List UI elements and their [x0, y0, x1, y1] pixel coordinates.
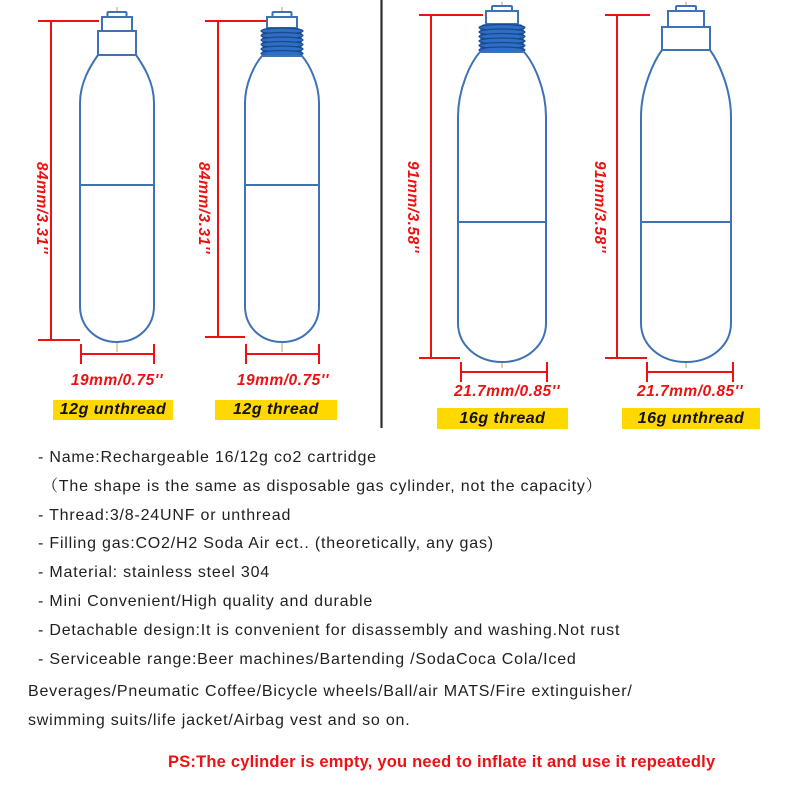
cap-collar	[98, 31, 136, 55]
ps-note: PS:The cylinder is empty, you need to inflate it and use it repeatedly	[168, 753, 716, 771]
height-label-12g-unthread: 84mm/3.31''	[33, 161, 50, 255]
thread-ridges	[261, 28, 303, 57]
description-line: - Filling gas:CO2/H2 Soda Air ect.. (theoretically, any gas)	[38, 535, 494, 553]
description-line: - Name:Rechargeable 16/12g co2 cartridge	[38, 449, 377, 466]
diameter-label-12g-unthread: 19mm/0.75''	[70, 372, 164, 389]
bottle-body	[458, 52, 546, 362]
diameter-label-16g-thread: 21.7mm/0.85''	[453, 383, 561, 400]
description-line: Beverages/Pneumatic Coffee/Bicycle wheels/Ball/air MATS/Fire extinguisher/	[28, 683, 633, 701]
cap-collar	[662, 27, 710, 50]
bottle-body	[245, 56, 319, 342]
cap-knob	[486, 11, 518, 24]
width-dimension-line	[647, 362, 733, 382]
height-label-16g-thread: 91mm/3.58''	[404, 160, 421, 254]
height-label-12g-thread: 84mm/3.31''	[195, 161, 212, 255]
description-line: - Serviceable range:Beer machines/Bartending /SodaCoca Cola/Iced	[38, 650, 577, 668]
diameter-label-12g-thread: 19mm/0.75''	[236, 372, 330, 389]
description-line: - Material: stainless steel 304	[38, 564, 271, 582]
tag-12g-unthread: 12g unthread	[53, 400, 173, 420]
diameter-label-16g-unthread: 21.7mm/0.85''	[636, 383, 744, 400]
tag-12g-thread: 12g thread	[215, 400, 337, 420]
width-dimension-line	[461, 362, 547, 382]
bottle-16g-unthread	[641, 2, 731, 368]
bottle-body	[80, 55, 154, 342]
cap-knob	[668, 11, 704, 27]
bottle-16g-thread	[458, 2, 546, 368]
description-line: - Detachable design:It is convenient for disassembly and washing.Not rust	[38, 621, 621, 639]
description-line: swimming suits/life jacket/Airbag vest and so on.	[28, 712, 411, 730]
bottle-body	[641, 50, 731, 362]
product-description	[0, 444, 800, 736]
tag-16g-thread: 16g thread	[437, 408, 568, 429]
height-label-16g-unthread: 91mm/3.58''	[591, 160, 608, 254]
cap-knob	[102, 17, 132, 31]
description-line: - Mini Convenient/High quality and durable	[38, 592, 374, 610]
tag-16g-unthread: 16g unthread	[622, 408, 760, 429]
description-line: （The shape is the same as disposable gas cylinder, not the capacity）	[42, 477, 603, 495]
description-line: - Thread:3/8-24UNF or unthread	[38, 506, 292, 524]
cap-knob	[267, 17, 297, 28]
thread-ridges	[479, 25, 525, 54]
bottle-12g-thread	[245, 7, 319, 352]
bottle-12g-unthread	[80, 7, 154, 352]
